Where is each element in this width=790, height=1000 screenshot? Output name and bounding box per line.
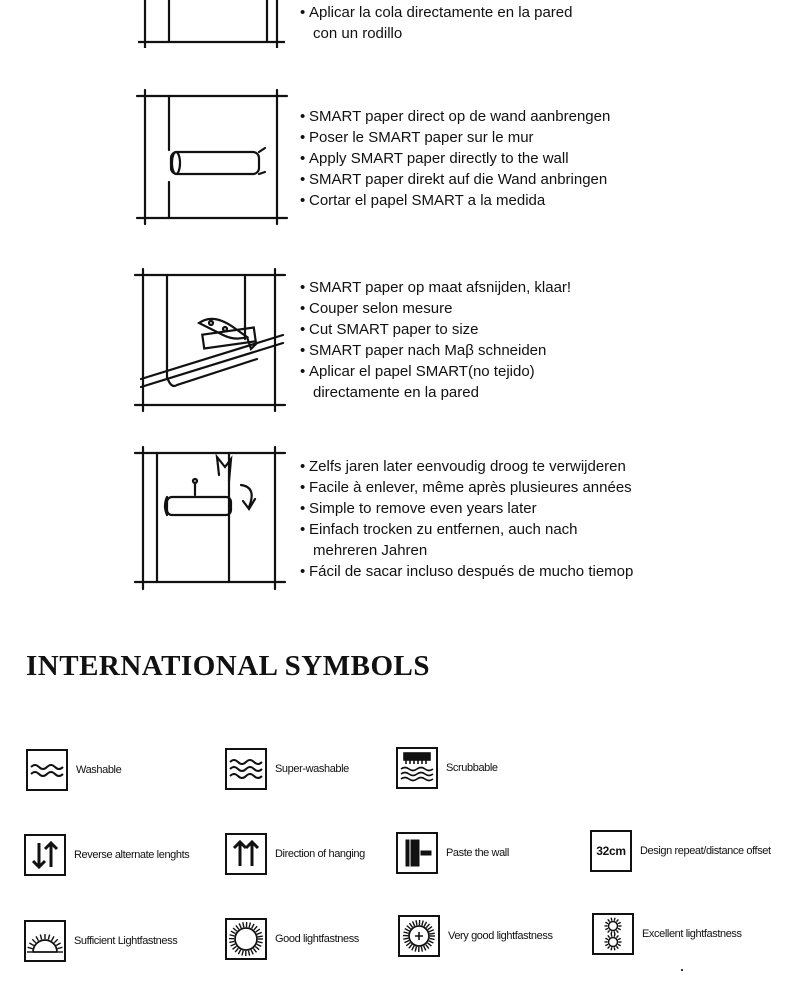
direction-hanging-arrows-icon [225, 833, 267, 875]
step-4-line-4: • Einfach trocken zu entfernen, auch nach [300, 519, 633, 540]
design-repeat-label: Design repeat/distance offset [640, 845, 771, 857]
step-4-line-5: mehreren Jahren [313, 542, 428, 559]
symbol-paste-wall [396, 832, 509, 874]
step-2-line-4: • SMART paper direkt auf die Wand anbringen [300, 169, 610, 190]
reverse-alternate-label: Reverse alternate lenghts [74, 849, 190, 861]
step-4-text [300, 456, 633, 582]
paste-wall-icon [396, 832, 438, 874]
stray-dot [681, 969, 683, 971]
scrubbable-icon [396, 747, 438, 789]
step-1-line-2: con un rodillo [313, 25, 403, 42]
step-3-line-3: • Cut SMART paper to size [300, 319, 571, 340]
super-washable-icon [225, 748, 267, 790]
step-2-line-1: • SMART paper direct op de wand aanbrengen [300, 106, 610, 127]
section-title: INTERNATIONAL SYMBOLS [26, 650, 430, 682]
step-3-line-5: • Aplicar el papel SMART(no tejido) [300, 361, 571, 382]
step-1-line-1: • Aplicar la cola directamente en la pared [300, 2, 572, 23]
step-4-line-1: • Zelfs jaren later eenvoudig droog te verwijderen [300, 456, 633, 477]
washable-icon [26, 749, 68, 791]
step-2-line-5: • Cortar el papel SMART a la medida [300, 190, 610, 211]
excellent-light-label: Excellent lightfastness [642, 928, 742, 940]
very-good-light-label: Very good lightfastness [448, 930, 553, 942]
half-sun-icon [24, 920, 66, 962]
step-2-line-3: • Apply SMART paper directly to the wall [300, 148, 610, 169]
sufficient-light-label: Sufficient Lightfastness [74, 935, 178, 947]
symbol-scrubbable [396, 747, 498, 789]
symbol-washable [26, 749, 121, 791]
step-3-line-1: • SMART paper op maat afsnijden, klaar! [300, 277, 571, 298]
step-4-line-3: • Simple to remove even years later [300, 498, 633, 519]
symbol-good-lightfastness [225, 918, 359, 960]
design-repeat-value: 32cm [596, 844, 626, 858]
sun-icon [225, 918, 267, 960]
symbol-very-good-lightfastness [398, 915, 553, 957]
washable-label: Washable [76, 764, 122, 776]
symbol-sufficient-lightfastness [24, 920, 177, 962]
step-3-line-2: • Couper selon mesure [300, 298, 571, 319]
step-2-line-2: • Poser le SMART paper sur le mur [300, 127, 610, 148]
paste-wall-label: Paste the wall [446, 847, 509, 859]
reverse-alternate-arrows-icon [24, 834, 66, 876]
symbol-reverse-alternate [24, 834, 189, 876]
super-washable-label: Super-washable [275, 763, 349, 775]
sun-plus-icon [398, 915, 440, 957]
design-repeat-box [590, 830, 632, 872]
step-4-illustration [133, 445, 293, 590]
symbol-design-repeat [590, 830, 771, 872]
step-3-line-4: • SMART paper nach Maβ schneiden [300, 340, 571, 361]
good-light-label: Good lightfastness [275, 933, 359, 945]
step-3-line-6: directamente en la pared [313, 384, 479, 401]
step-4-line-6: • Fácil de sacar incluso después de mucho tiemop [300, 561, 633, 582]
symbol-direction-hanging [225, 833, 365, 875]
step-4-line-2: • Facile à enlever, même après plusieures années [300, 477, 633, 498]
symbol-super-washable [225, 748, 349, 790]
double-sun-icon [592, 913, 634, 955]
symbol-excellent-lightfastness [592, 913, 742, 955]
direction-hanging-label: Direction of hanging [275, 848, 365, 860]
scrubbable-label: Scrubbable [446, 762, 498, 774]
